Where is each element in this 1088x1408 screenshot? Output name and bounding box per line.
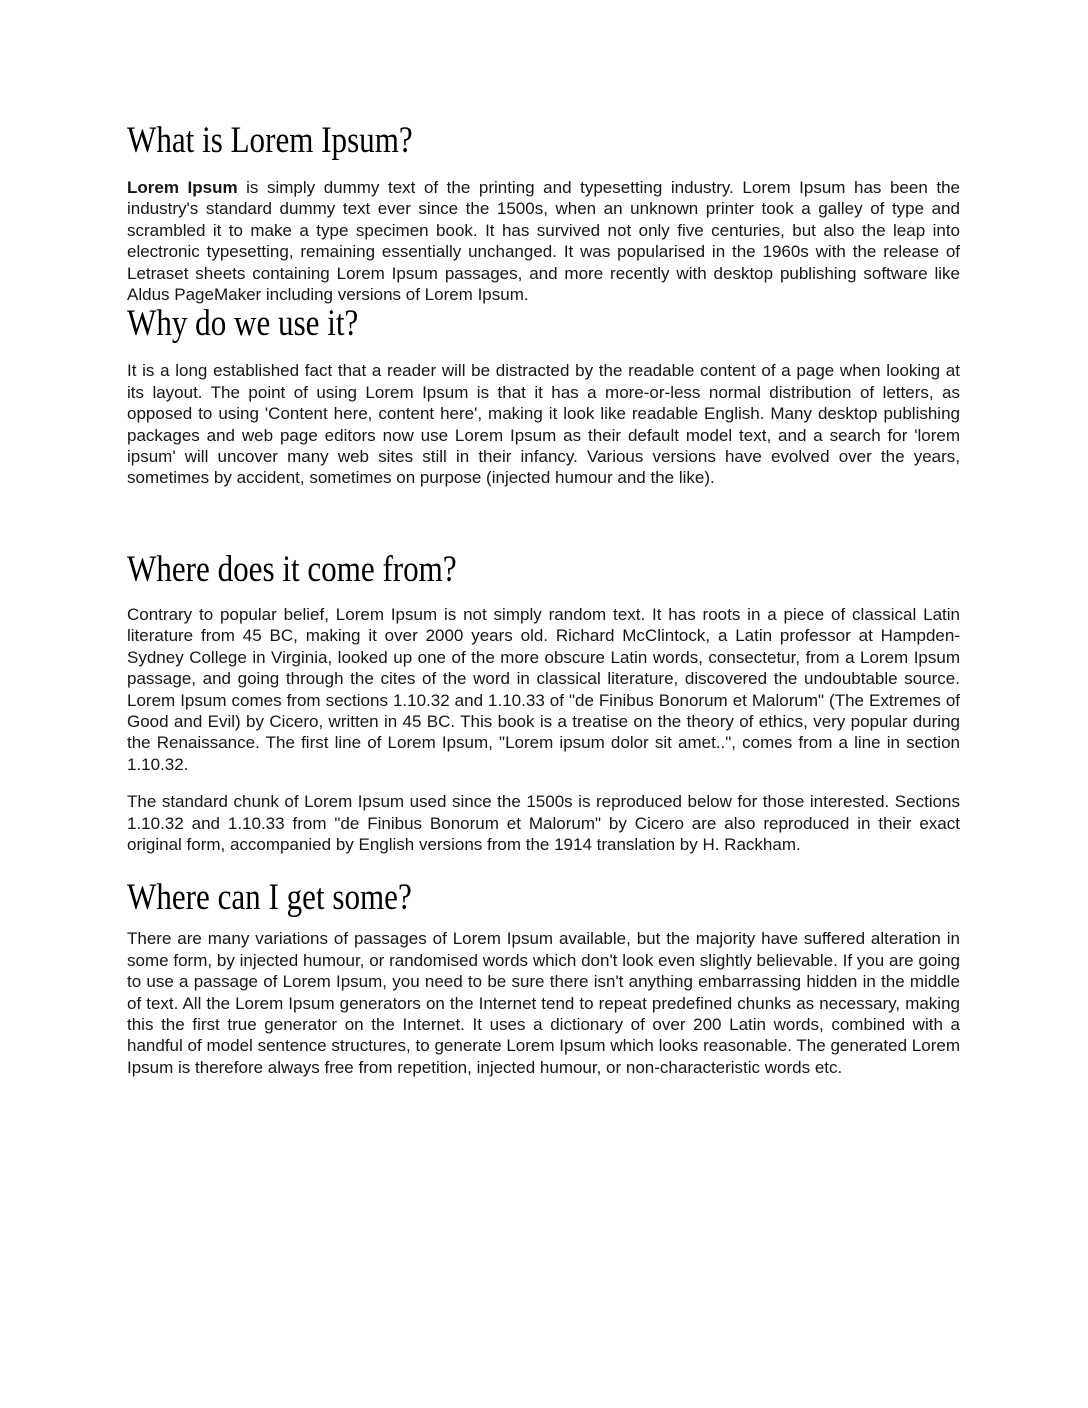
paragraph-what-is-lorem-ipsum	[127, 177, 960, 305]
heading-why-do-we-use-it: Why do we use it?	[127, 303, 359, 345]
heading-where-does-it-come-from: Where does it come from?	[127, 548, 457, 590]
paragraph-where-can-i-get-some: There are many variations of passages of Lorem Ipsum available, but the majority have suffered alteration in some form, by injected humour, or randomised words which don't look even slightly believable. If you are going to use a passage of Lorem Ipsum, you need to be sure there isn't anything embarrassing hidden in the middle of text. All the Lorem Ipsum generators on the Internet tend to repeat predefined chunks as necessary, making this the first true generator on the Internet. It uses a dictionary of over 200 Latin words, combined with a handful of model sentence structures, to generate Lorem Ipsum which looks reasonable. The generated Lorem Ipsum is therefore always free from repetition, injected humour, or non-characteristic words etc.	[127, 929, 960, 1077]
paragraph-text: is simply dummy text of the printing and typesetting industry. Lorem Ipsum has been the industry's standard dummy text ever since the 1500s, when an unknown printer took a galley of type and scrambled it to make a type specimen book. It has survived not only five centuries, but also the leap into electronic typesetting, remaining essentially unchanged. It was popularised in the 1960s with the release of Letraset sheets containing Lorem Ipsum passages, and more recently with desktop publishing software like Aldus PageMaker including versions of Lorem Ipsum.	[127, 178, 960, 305]
bold-lead: Lorem Ipsum	[127, 178, 238, 197]
heading-where-can-i-get-some: Where can I get some?	[127, 877, 412, 919]
heading-what-is-lorem-ipsum: What is Lorem Ipsum?	[127, 120, 413, 161]
paragraph-why-do-we-use-it: It is a long established fact that a reader will be distracted by the readable content of a page when looking at its layout. The point of using Lorem Ipsum is that it has a more-or-less normal distribution of letters, as opposed to using 'Content here, content here', making it look like readable English. Many desktop publishing packages and web page editors now use Lorem Ipsum as their default model text, and a search for 'lorem ipsum' will uncover many web sites still in their infancy. Various versions have evolved over the years, sometimes by accident, sometimes on purpose (injected humour and the like).	[127, 361, 960, 488]
paragraph-where-does-it-come-from-2: The standard chunk of Lorem Ipsum used since the 1500s is reproduced below for those interested. Sections 1.10.32 and 1.10.33 from "de Finibus Bonorum et Malorum" by Cicero are also reproduced in their exact original form, accompanied by English versions from the 1914 translation by H. Rackham.	[127, 792, 960, 854]
paragraph-where-does-it-come-from-1: Contrary to popular belief, Lorem Ipsum is not simply random text. It has roots in a piece of classical Latin literature from 45 BC, making it over 2000 years old. Richard McClintock, a Latin professor at Hampden-Sydney College in Virginia, looked up one of the more obscure Latin words, consectetur, from a Lorem Ipsum passage, and going through the cites of the word in classical literature, discovered the undoubtable source. Lorem Ipsum comes from sections 1.10.32 and 1.10.33 of "de Finibus Bonorum et Malorum" (The Extremes of Good and Evil) by Cicero, written in 45 BC. This book is a treatise on the theory of ethics, very popular during the Renaissance. The first line of Lorem Ipsum, "Lorem ipsum dolor sit amet..", comes from a line in section 1.10.32.	[127, 604, 960, 774]
